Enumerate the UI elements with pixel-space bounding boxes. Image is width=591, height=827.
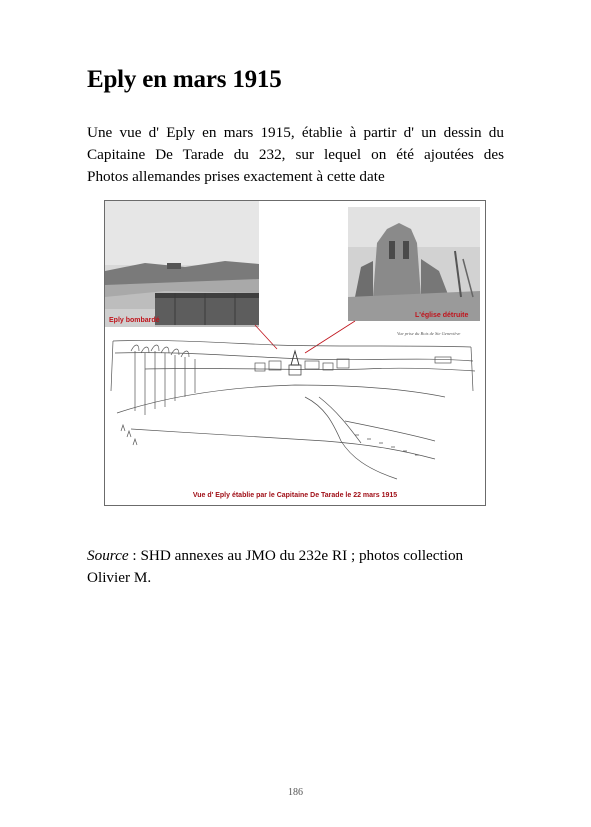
label-eply-bombarde: Eply bombardé xyxy=(109,317,160,324)
paragraph-line: Photos allemandes prises exactement à cette date xyxy=(87,168,385,185)
paragraph-line: Capitaine De Tarade du 232, sur lequel on été ajoutées des xyxy=(87,146,504,163)
eply-figure xyxy=(104,200,486,506)
source-note xyxy=(87,545,507,589)
page-number: 186 xyxy=(288,787,303,798)
source-label: Source xyxy=(87,547,129,564)
photo-eglise-detruite xyxy=(348,207,480,321)
intro-paragraph xyxy=(87,122,504,188)
photo-eply-bombarde xyxy=(105,201,259,327)
sketch-annotation: Vue prise du Bois de Ste Geneviève xyxy=(397,331,461,336)
paragraph-line: Une vue d' Eply en mars 1915, établie à partir d' un dessin du xyxy=(87,124,504,141)
figure-caption: Vue d' Eply établie par le Capitaine De Tarade le 22 mars 1915 xyxy=(192,492,398,499)
page-title: Eply en mars 1915 xyxy=(87,66,282,93)
source-text: SHD annexes au JMO du 232e RI ; photos collection Olivier M. xyxy=(87,547,464,586)
source-separator: : xyxy=(128,547,141,564)
label-eglise-detruite: L'église détruite xyxy=(415,312,469,319)
